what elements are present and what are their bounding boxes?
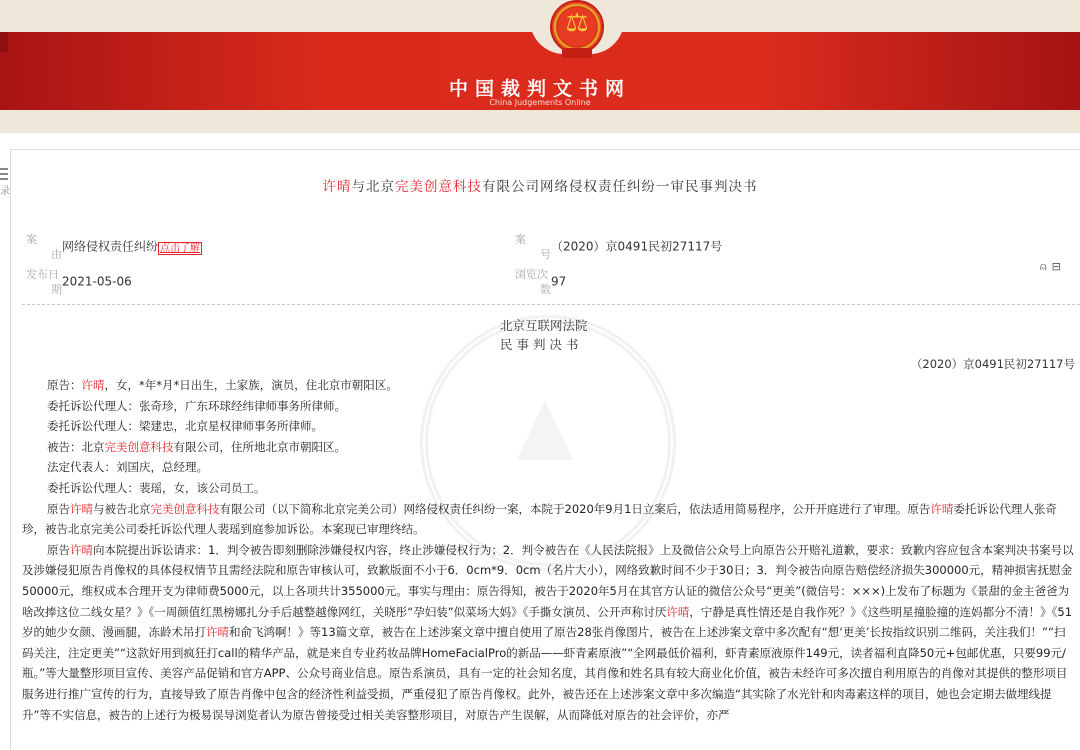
case-cause-value: 网络侵权责任纠纷 bbox=[62, 239, 159, 254]
highlighted-term: 完美创意科技 bbox=[150, 501, 220, 516]
print-icon[interactable]: ⊟ bbox=[1051, 260, 1066, 273]
highlighted-term: 许晴 bbox=[666, 604, 690, 619]
highlighted-term: 许晴 bbox=[322, 179, 352, 195]
label: 案 bbox=[26, 233, 37, 246]
case-number-value: （2020）京0491民初27117号 bbox=[551, 239, 723, 254]
header-band-edge bbox=[0, 32, 8, 52]
text-segment: ，宁静是真性情还是自我作死？》《这些明星撞脸撞的连妈都分不清！》《51岁的她少女颜、漫画腿，冻龄术吊打 bbox=[22, 604, 1073, 640]
document-body bbox=[22, 375, 1076, 725]
text-segment: 委托诉讼代理人：张奇珍，广东环球经纬律师事务所律师。 bbox=[47, 398, 346, 413]
paragraph bbox=[22, 540, 1076, 725]
text-segment: 法定代表人：刘国庆，总经理。 bbox=[47, 460, 208, 475]
highlighted-term: 许晴 bbox=[206, 625, 229, 640]
paragraph bbox=[22, 396, 1076, 417]
highlighted-term: 许晴 bbox=[81, 378, 105, 392]
emblem-ribbon bbox=[562, 48, 592, 58]
publish-date-row bbox=[26, 267, 132, 297]
document-number: （2020）京0491民初27117号 bbox=[910, 357, 1075, 371]
text-segment: 委托诉讼代理人：裴瑶，女，该公司员工。 bbox=[47, 480, 266, 495]
text-segment: 向本院提出诉讼请求：1．判令被告即刻删除涉嫌侵权内容，终止涉嫌侵权行为；2．判令被告在《人民法院报》上及微信公众号上向原告公开赔礼道歉，要求：致歉内容应包含本案判决书案号以及涉嫌侵犯原告肖像权的具体侵权情节且需经法院和原告审核认可，致歉版面不小于6．0cm*9．0cm（名片大小），网络致歉时间不少于30日；3．判令被告向原告赔偿经济损失300000元，精神损害抚慰金50000元，维权成本合理开支为律师费5000元，以上各项共计355000元。事实与理由：原告得知，被告于2020年5月在其官方认证的微信公众号“更美”(微信号：×××)上发布了标题为《景甜的金主爸爸为啥改捧这位二线女星？》《一周颜值红黑榜娜扎分手后越整越像网红，关晓彤“孕妇装”似菜场大妈》《手撕女演员、公开声称讨厌 bbox=[22, 542, 1074, 619]
document-type: 民 事 判 决 书 bbox=[500, 337, 579, 352]
text-segment: 和俞飞鸿啊！》等13篇文章，被告在上述涉案文章中擅自使用了原告28张肖像图片，被告在上述涉案文章中多次配有“想‘更美’长按指纹识别二维码，关注我们！”“扫码关注，注定更美”“这款好用到疯狂打call的精华产品，就是来自专业药妆品牌HomeFacialPro的新品——虾青素原液”“全网最低价福利，虾青素原液原件149元，读者福利直降50元+包邮优惠，只要99元/瓶。”等大量整形项目宣传、美容产品促销和官方APP、公众号商业信息。原告系演员，具有一定的社会知名度，其肖像和姓名具有较大商业化价值，被告未经许可多次擅自利用原告的肖像对其提供的整形项目服务进行推广宣传的行为，直接导致了原告肖像中包含的经济性利益受损，严重侵犯了原告肖像权。此外，被告还在上述涉案文章中多次编造“其实除了水光针和肉毒素这样的项目，她也会定期去做埋线提升”等不实信息，被告的上述行为极易误导浏览者认为原告曾接受过相关美容整形项目，对原告产生误解，从而降低对原告的社会评价，亦严 bbox=[22, 625, 1068, 722]
paragraph bbox=[22, 416, 1076, 437]
highlighted-term: 许晴 bbox=[930, 501, 954, 516]
text-segment: 原告 bbox=[47, 542, 70, 557]
text-segment: 有限公司，住所地北京市朝阳区。 bbox=[173, 439, 346, 454]
case-cause-row bbox=[26, 232, 202, 262]
site-subtitle: China Judgements Online bbox=[489, 98, 591, 107]
divider bbox=[22, 304, 1080, 305]
paragraph bbox=[22, 457, 1076, 478]
court-emblem-icon[interactable]: ⚖ bbox=[552, 2, 602, 52]
label: 由 bbox=[51, 248, 62, 261]
paragraph bbox=[22, 478, 1076, 499]
label: 数 bbox=[540, 283, 551, 296]
text-segment: 与北京 bbox=[351, 179, 395, 195]
label: 发布日 bbox=[26, 268, 59, 281]
view-count-value: 97 bbox=[551, 274, 567, 289]
view-count-row bbox=[515, 267, 566, 297]
doc-actions bbox=[1040, 260, 1066, 274]
highlighted-term: 完美创意科技 bbox=[104, 439, 174, 454]
toc-label: 录 bbox=[0, 186, 10, 197]
text-segment: 委托诉讼代理人张奇珍，被告北京完美公司委托诉讼代理人裴瑶到庭参加诉讼。本案现已审理终结。 bbox=[22, 501, 1057, 537]
paragraph bbox=[22, 375, 1076, 396]
learn-more-link[interactable]: 点击了解 bbox=[160, 242, 201, 254]
court-heading bbox=[500, 316, 588, 354]
court-name: 北京互联网法院 bbox=[500, 318, 588, 333]
label: 浏览次 bbox=[515, 268, 548, 281]
highlighted-term: 许晴 bbox=[70, 501, 93, 516]
paragraph bbox=[22, 499, 1076, 540]
text-segment: 委托诉讼代理人：梁建忠，北京星权律师事务所律师。 bbox=[47, 419, 323, 434]
site-header bbox=[0, 0, 1080, 133]
highlighted-term: 许晴 bbox=[70, 542, 93, 557]
text-segment: 被告：北京 bbox=[47, 439, 105, 454]
case-number-row bbox=[515, 232, 722, 262]
label: 号 bbox=[540, 248, 551, 261]
share-icon[interactable]: ⍝ bbox=[1040, 260, 1052, 273]
document-title bbox=[0, 175, 1080, 195]
label: 期 bbox=[51, 283, 62, 296]
publish-date-value: 2021-05-06 bbox=[62, 274, 132, 289]
label: 案 bbox=[515, 233, 526, 246]
text-segment: 有限公司（以下简称北京完美公司）网络侵权责任纠纷一案，本院于2020年9月1日立案后，依法适用简易程序，公开开庭进行了审理。原告 bbox=[219, 501, 931, 516]
text-segment: 与被告北京 bbox=[93, 501, 151, 516]
site-title[interactable]: 中国裁判文书网 bbox=[448, 78, 631, 100]
text-segment: ，女，*年*月*日出生，土家族，演员，住北京市朝阳区。 bbox=[104, 378, 398, 392]
text-segment: 原告： bbox=[47, 378, 82, 392]
text-segment: 有限公司网络侵权责任纠纷一审民事判决书 bbox=[482, 179, 758, 195]
paragraph bbox=[22, 437, 1076, 458]
text-segment: 原告 bbox=[47, 501, 70, 516]
highlighted-term: 完美创意科技 bbox=[395, 179, 482, 195]
